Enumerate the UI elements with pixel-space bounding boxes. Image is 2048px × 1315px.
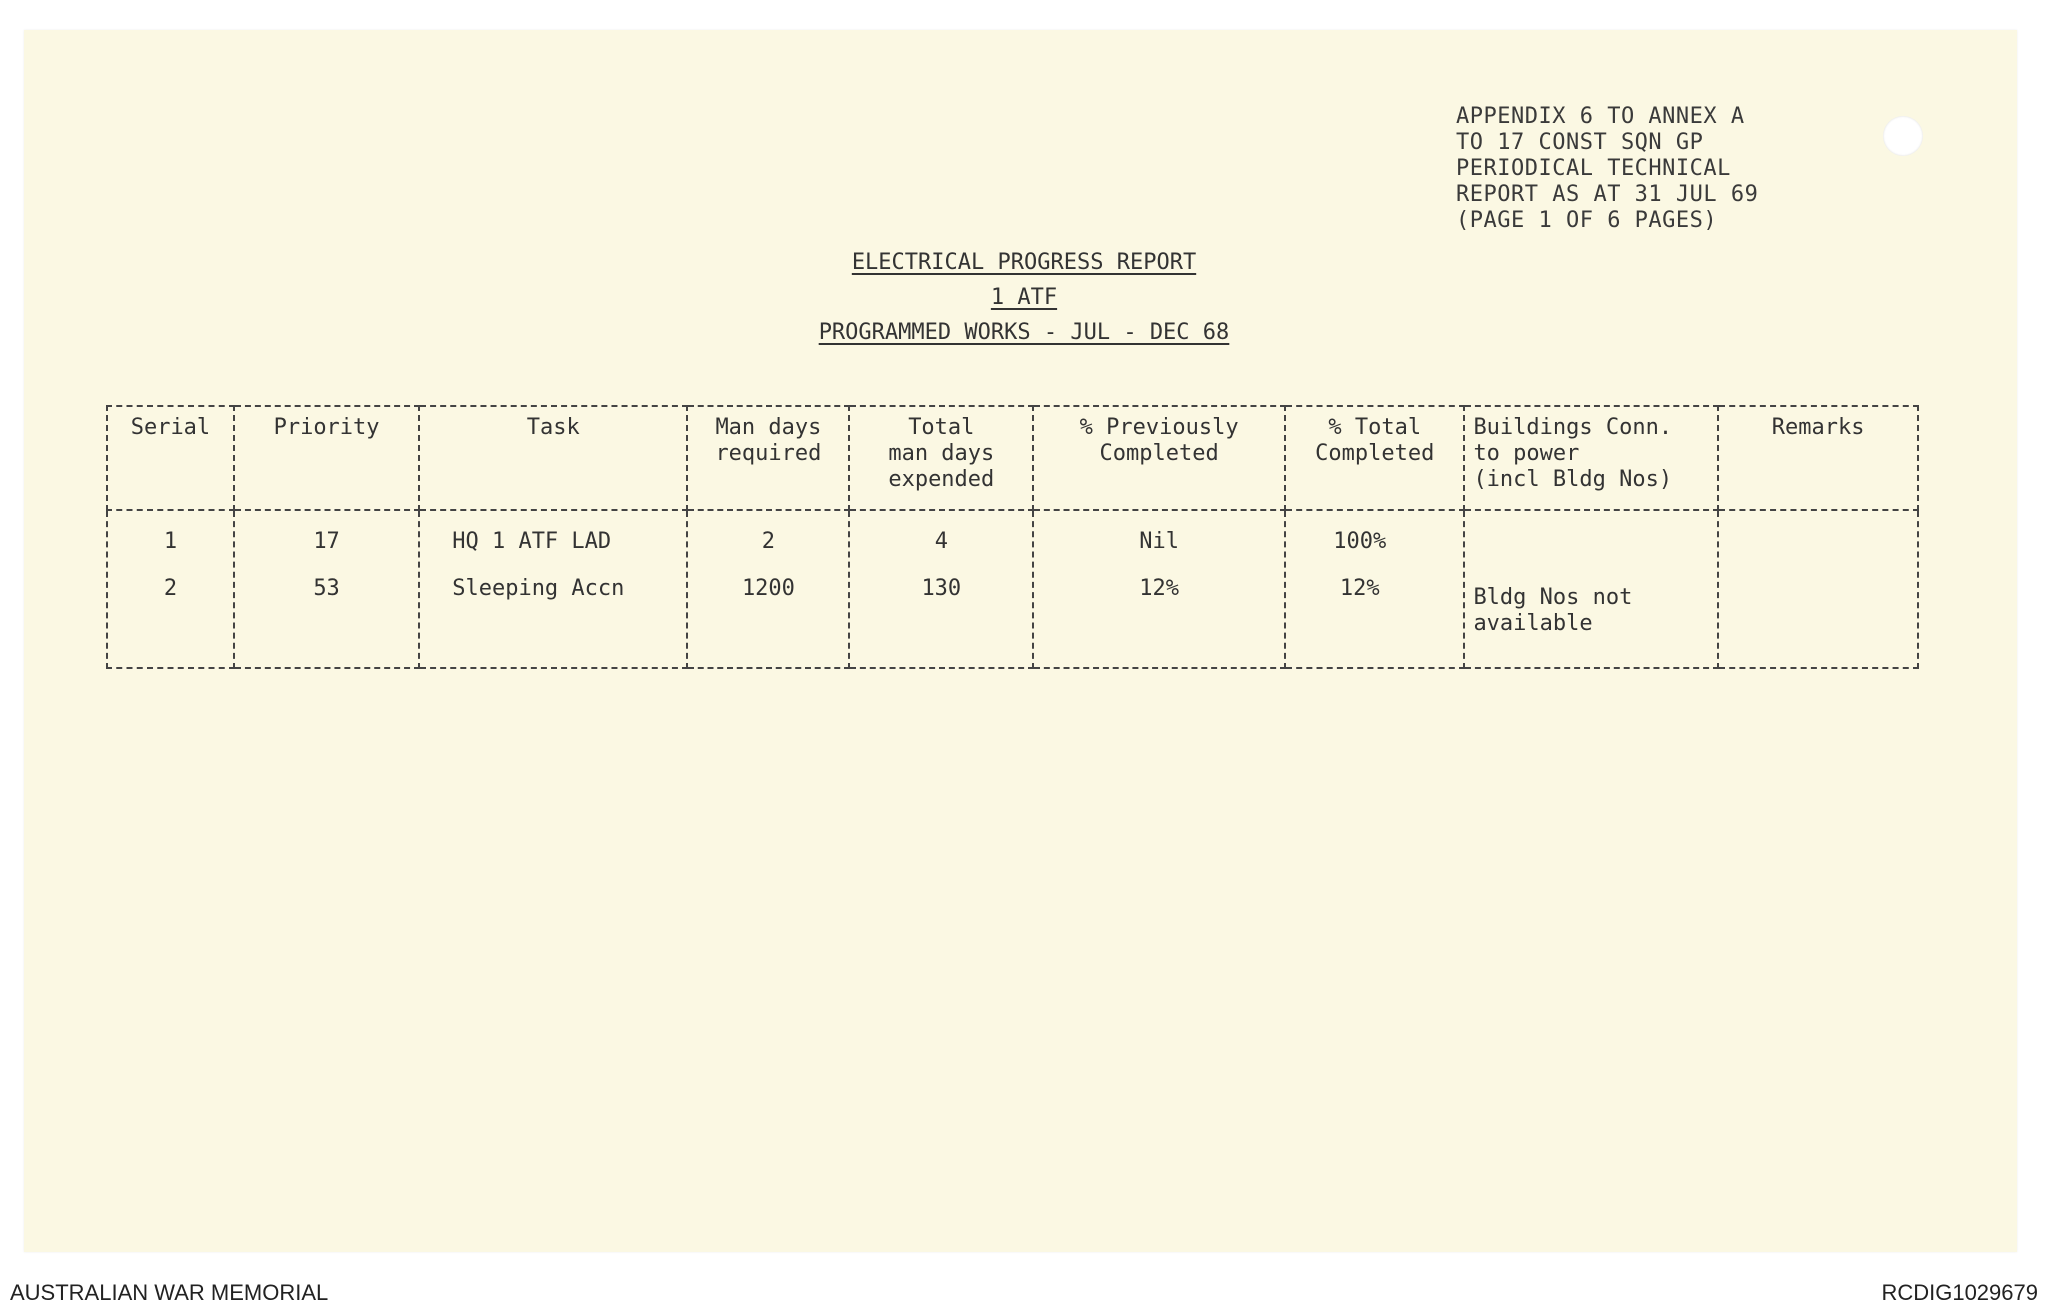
unit-title-line	[0, 285, 2048, 310]
total-completed-value: 12%	[1339, 576, 1380, 601]
task-value: HQ 1 ATF LAD	[452, 529, 612, 554]
priority-value: 53	[313, 576, 340, 601]
appendix-line: REPORT AS AT 31 JUL 69	[1456, 182, 1759, 207]
previously-completed-value: Nil	[1139, 529, 1180, 554]
header-remarks: Remarks	[1718, 406, 1918, 510]
report-titles	[0, 250, 2048, 355]
cell-task	[419, 510, 687, 668]
appendix-line: (PAGE 1 OF 6 PAGES)	[1456, 208, 1718, 233]
report-title: ELECTRICAL PROGRESS REPORT	[851, 250, 1197, 275]
appendix-line: PERIODICAL TECHNICAL	[1456, 156, 1731, 181]
unit-title: 1 ATF	[990, 285, 1058, 310]
cell-remarks	[1718, 510, 1918, 668]
header-previously-completed: % Previously Completed	[1033, 406, 1285, 510]
progress-table	[106, 405, 1919, 669]
programme-title: PROGRAMMED WORKS - JUL - DEC 68	[818, 320, 1230, 345]
appendix-line: TO 17 CONST SQN GP	[1456, 130, 1704, 155]
footer-identifier: RCDIG1029679	[1881, 1280, 2038, 1305]
appendix-line: APPENDIX 6 TO ANNEX A	[1456, 104, 1745, 129]
report-title-line	[0, 250, 2048, 275]
footer-source: AUSTRALIAN WAR MEMORIAL	[10, 1280, 329, 1305]
appendix-reference-block	[1456, 104, 1758, 234]
buildings-note: Bldg Nos not	[1473, 585, 1633, 610]
cell-total-completed	[1285, 510, 1464, 668]
header-man-days-required: Man days required	[687, 406, 849, 510]
cell-previously-completed	[1033, 510, 1285, 668]
total-completed-value: 100%	[1333, 529, 1387, 554]
task-value: Sleeping Accn	[452, 576, 625, 601]
header-serial: Serial	[107, 406, 234, 510]
buildings-note: available	[1473, 611, 1593, 636]
header-total-man-days-expended: Total man days expended	[849, 406, 1033, 510]
table-header-row	[107, 406, 1918, 510]
cell-priority	[234, 510, 419, 668]
serial-value: 1	[163, 529, 178, 554]
table-body-row	[107, 510, 1918, 668]
cell-buildings-connected	[1464, 510, 1718, 668]
programme-title-line	[0, 320, 2048, 345]
header-task: Task	[419, 406, 687, 510]
previously-completed-value: 12%	[1139, 576, 1180, 601]
cell-total-man-days-expended	[849, 510, 1033, 668]
man-days-expended-value: 4	[934, 529, 948, 554]
man-days-required-value: 2	[761, 529, 776, 554]
serial-value: 2	[163, 576, 178, 601]
cell-serial	[107, 510, 234, 668]
header-total-completed: % Total Completed	[1285, 406, 1464, 510]
man-days-expended-value: 130	[921, 576, 962, 601]
cell-man-days-required	[687, 510, 849, 668]
punch-hole	[1883, 116, 1923, 156]
header-buildings-connected: Buildings Conn. to power (incl Bldg Nos)	[1464, 406, 1718, 510]
priority-value: 17	[313, 529, 340, 554]
header-priority: Priority	[234, 406, 419, 510]
man-days-required-value: 1200	[741, 576, 795, 601]
